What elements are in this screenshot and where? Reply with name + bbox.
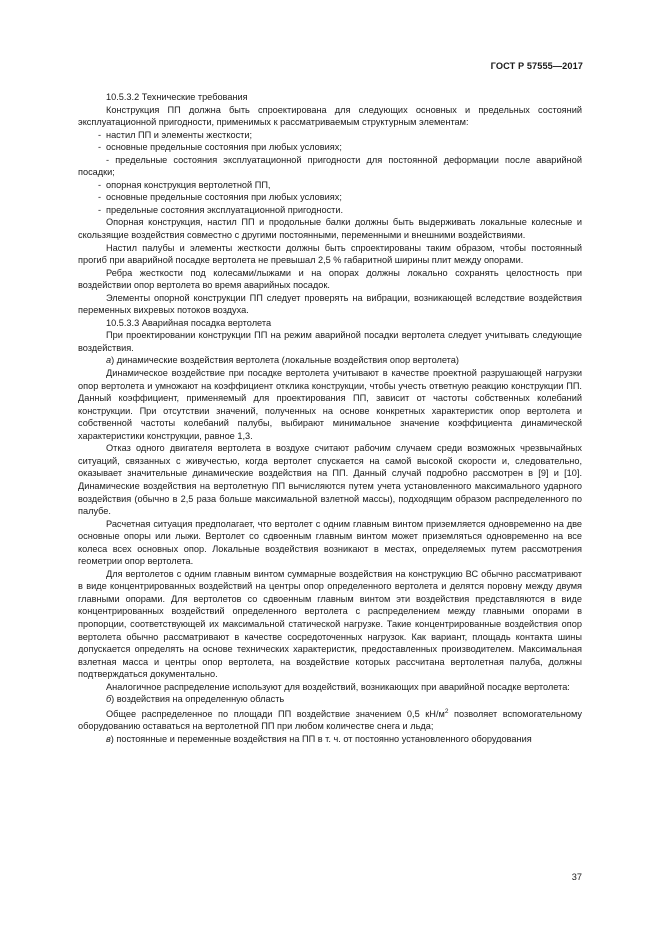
list-item: - настил ПП и элементы жесткости; (78, 129, 582, 142)
paragraph: Аналогичное распределение используют для воздействий, возникающих при аварийной посадке вертолета: (106, 681, 570, 692)
list-item-b: б) воздействия на определенную область (106, 694, 285, 705)
paragraph: Для вертолетов с одним главным винтом суммарные воздействия на конструкцию ВС обычно рассматривают в виде концентрированных воздействий на центры опор определенного вертолета и делятся поровну между двумя главными опорами. Для вертолетов со сдвоенным главным винтом эти воздействия представляются в виде концентрированных воздействий определенного вертолета с распределением между главными опорами в пропорции, соответствующей их максимальной статической нагрузке. Такие концентрированные воздействия опор вертолета обычно рассматривают в качестве сосредоточенных нагрузок. Как вариант, площадь контакта шины допускается определять на основе технических характеристик, предоставленных производителем. Максимальная взлетная масса и центры опор вертолета, на воздействие которых рассчитана вертолетная палуба, должны подтверждаться документально. (78, 568, 582, 680)
list-item-c: в) постоянные и переменные воздействия на ПП в т. ч. от постоянно установленного оборудования (106, 733, 532, 744)
paragraph: Отказ одного двигателя вертолета в воздухе считают рабочим случаем среди возможных чрезвычайных ситуаций, связанных с живучестью, когда вертолет спускается на самой высокой скорости и, следовательно, оказывает значительные динамические воздействия на ПП. Данный случай подробно рассмотрен в [9] и [10]. Динамические воздействия на вертолетную ПП вычисляются путем учета установленного максимального ударного воздействия (обычно в 2,5 раза больше максимальной взлетной массы), подходящим образом распределенного по палубе. (78, 443, 582, 517)
paragraph: При проектировании конструкции ПП на режим аварийной посадки вертолета следует учитывать следующие воздействия. (78, 330, 582, 353)
list-item: - основные предельные состояния при любых условиях; (78, 141, 582, 154)
list-item: - основные предельные состояния при любых условиях; (78, 191, 582, 204)
subsection-heading: 10.5.3.3 Аварийная посадка вертолета (106, 317, 272, 328)
list-dash: - (97, 142, 101, 153)
paragraph: Общее распределенное по площади ПП воздействие значением 0,5 $кН/м^2$ позволяет вспомогательному оборудованию оставаться на вертолетной ПП при любом количестве снега и льда; (78, 707, 582, 732)
list-dash: - (97, 129, 101, 140)
list-item: - предельные состояния эксплуатационной пригодности для постоянной деформации после аварийной посадки; (78, 154, 582, 179)
paragraph: Элементы опорной конструкции ПП следует проверять на вибрации, возникающей вследствие воздействия переменных вихревых потоков воздуха. (78, 292, 582, 316)
paragraph: Настил палубы и элементы жесткости должны быть спроектированы таким образом, чтобы постоянный прогиб при аварийной посадке вертолета не превышал 2,5 % габаритной ширины плит между опорами. (78, 242, 582, 266)
standard-number: ГОСТ Р 57555—2017 (490, 61, 583, 71)
subsection-heading: 10.5.3.2 Технические требования (106, 92, 248, 102)
paragraph: Конструкция ПП должна быть спроектирована для следующих основных и предельных состояний эксплуатационной пригодности, применимых к рассматриваемым структурным элементам: (78, 104, 582, 128)
paragraph: Опорная конструкция, настил ПП и продольные балки должны быть выдерживать локальные колесные и скользящие воздействия совместно с другими постоянными, переменными и внешними воздействиями. (78, 217, 582, 241)
list-dash: - (97, 192, 101, 203)
list-dash: - (97, 204, 101, 215)
paragraph: Динамическое воздействие при посадке вертолета учитывают в качестве проектной разрушающей нагрузки опор вертолета и умножают на коэффициент отклика конструкции, чтобы учесть ответную реакцию конструкции ПП. Данный коэффициент, применяемый для проектирования ПП, зависит от частоты собственных колебаний конструкции. При отсутствии значений, полученных на основе конкретных характеристик опор вертолета и собственной частоты колебаний палубы, выбирают минимальное значение коэффициента динамической характеристики конструкции, равное 1,3. (78, 368, 582, 441)
paragraph: Расчетная ситуация предполагает, что вертолет с одним главным винтом приземляется одновременно на две основные опоры или лыжи. Вертолет со сдвоенным главным винтом может приземляться одновременно на все колеса всех основных опор. Локальные воздействия возникают в местах, определяемых путем рассмотрения геометрии опор вертолета. (78, 518, 582, 567)
list-item: - опорная конструкция вертолетной ПП, (78, 179, 582, 192)
list-item: - предельные состояния эксплуатационной пригодности. (78, 204, 582, 217)
document-body (78, 91, 582, 746)
list-dash: - (97, 179, 101, 190)
paragraph: Ребра жесткости под колесами/лыжами и на опорах должны локально сохранять целостность при воздействии опор вертолета во время аварийных посадок. (78, 267, 582, 291)
list-item-a: а) динамические воздействия вертолета (локальные воздействия опор вертолета) (106, 355, 459, 366)
page-number: 37 (571, 872, 582, 882)
